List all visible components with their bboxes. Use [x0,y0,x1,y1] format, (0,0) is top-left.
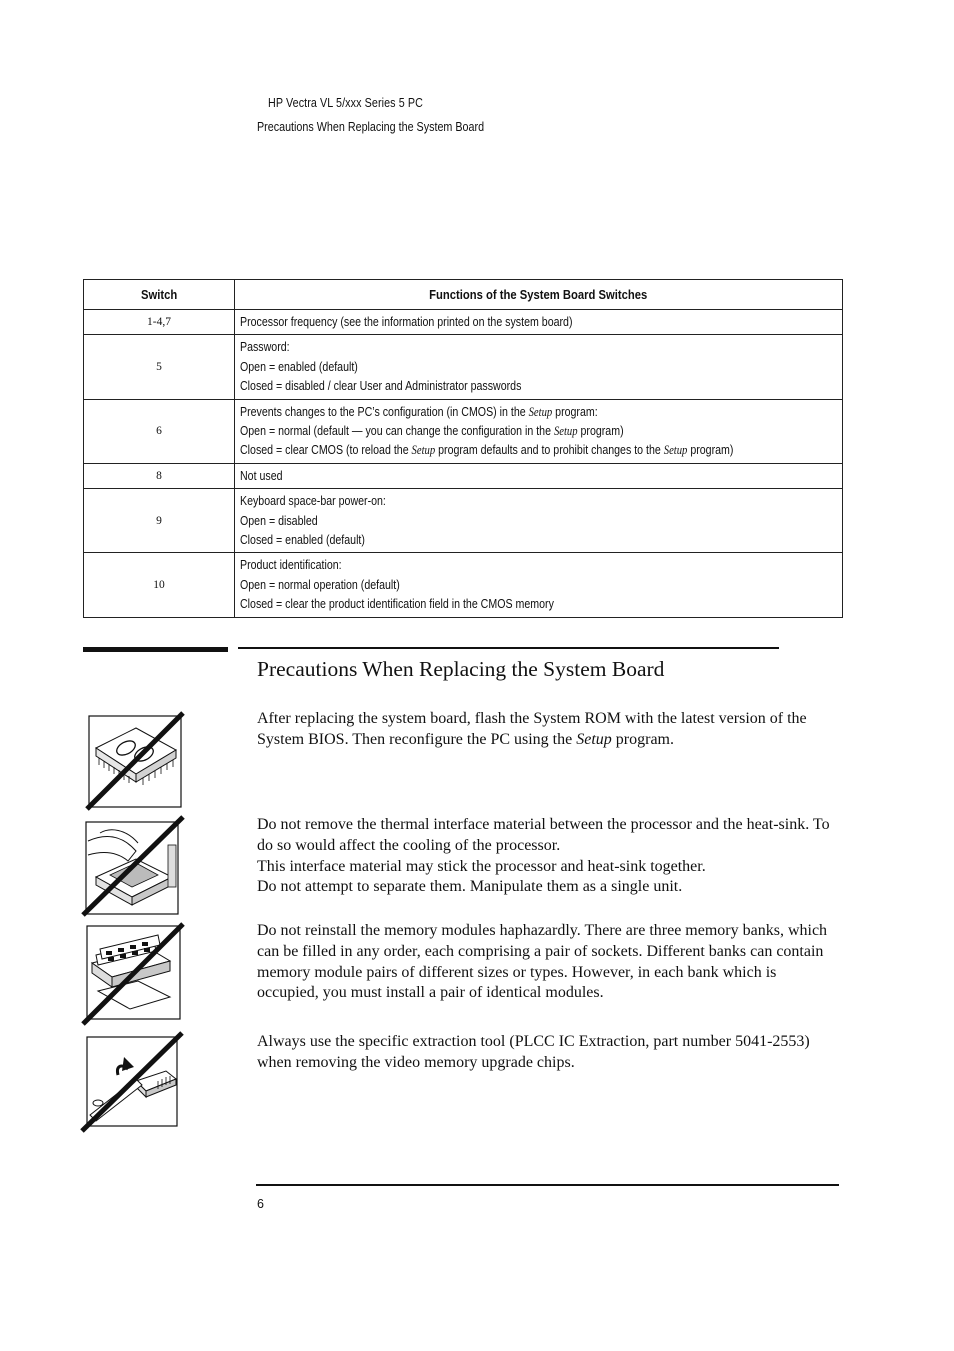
switch-number: 9 [84,489,235,553]
table-row [84,310,843,335]
switch-number: 10 [84,553,235,617]
section-title: Precautions When Replacing the System Board [257,657,665,681]
column-header-functions: Functions of the System Board Switches [235,280,843,310]
switch-function: Keyboard space-bar power-on: Open = disabled Closed = enabled (default) [235,489,843,553]
table-header-row [84,280,843,310]
section-rule-thin [238,647,779,649]
switch-function: Processor frequency (see the information printed on the system board) [235,310,843,335]
switch-function: Password: Open = enabled (default) Closed = disabled / clear User and Administrator passwords [235,335,843,399]
heat-sink-prohibited-icon [80,815,186,918]
switch-number: 8 [84,463,235,488]
table-row [84,399,843,463]
table-row [84,553,843,617]
page-number: 6 [257,1197,264,1211]
memory-module-prohibited-icon [80,921,186,1027]
table-row [84,489,843,553]
switch-function: Product identification: Open = normal operation (default) Closed = clear the product identification field in the CMOS memory [235,553,843,617]
running-header-title: HP Vectra VL 5/xxx Series 5 PC [268,96,423,110]
switch-number: 1-4,7 [84,310,235,335]
paragraph-thermal-interface: Do not remove the thermal interface material between the processor and the heat-sink. To do so would affect the cooling of the processor. This interface material may stick the processor and heat-sink together. Do not attempt to separate them. Manipulate them as a single unit. [257,816,830,896]
running-header-subtitle: Precautions When Replacing the System Board [257,120,485,134]
switch-number: 5 [84,335,235,399]
switch-function: Prevents changes to the PC’s configuration (in CMOS) in the Setup program: Open = normal (default — you can change the configuration in the Setup program) Closed = clear CMOS (to reload the Setup program defaults and to prohibit changes to the Setup program) [235,399,843,463]
switch-number: 6 [84,399,235,463]
table-row [84,463,843,488]
footer-rule [256,1184,839,1186]
section-rule-thick [83,647,228,652]
switch-functions-table [83,279,843,618]
extraction-tool-prohibited-icon [80,1031,184,1134]
table-row [84,335,843,399]
paragraph-flash-rom: After replacing the system board, flash the System ROM with the latest version of the System BIOS. Then reconfigure the PC using the Setup program. [257,710,807,748]
switch-function: Not used [235,463,843,488]
column-header-switch: Switch [84,280,235,310]
paragraph-memory-modules: Do not reinstall the memory modules haphazardly. There are three memory banks, which can be filled in any order, each comprising a pair of sockets. Different banks can contain memory module pairs of different sizes or types. However, in each bank which is occupied, you must install a pair of identical modules. [257,922,828,1002]
paragraph-extraction-tool: Always use the specific extraction tool (PLCC IC Extraction, part number 5041-2553) when removing the video memory upgrade chips. [257,1033,810,1071]
rom-chip-prohibited-icon [84,710,186,812]
